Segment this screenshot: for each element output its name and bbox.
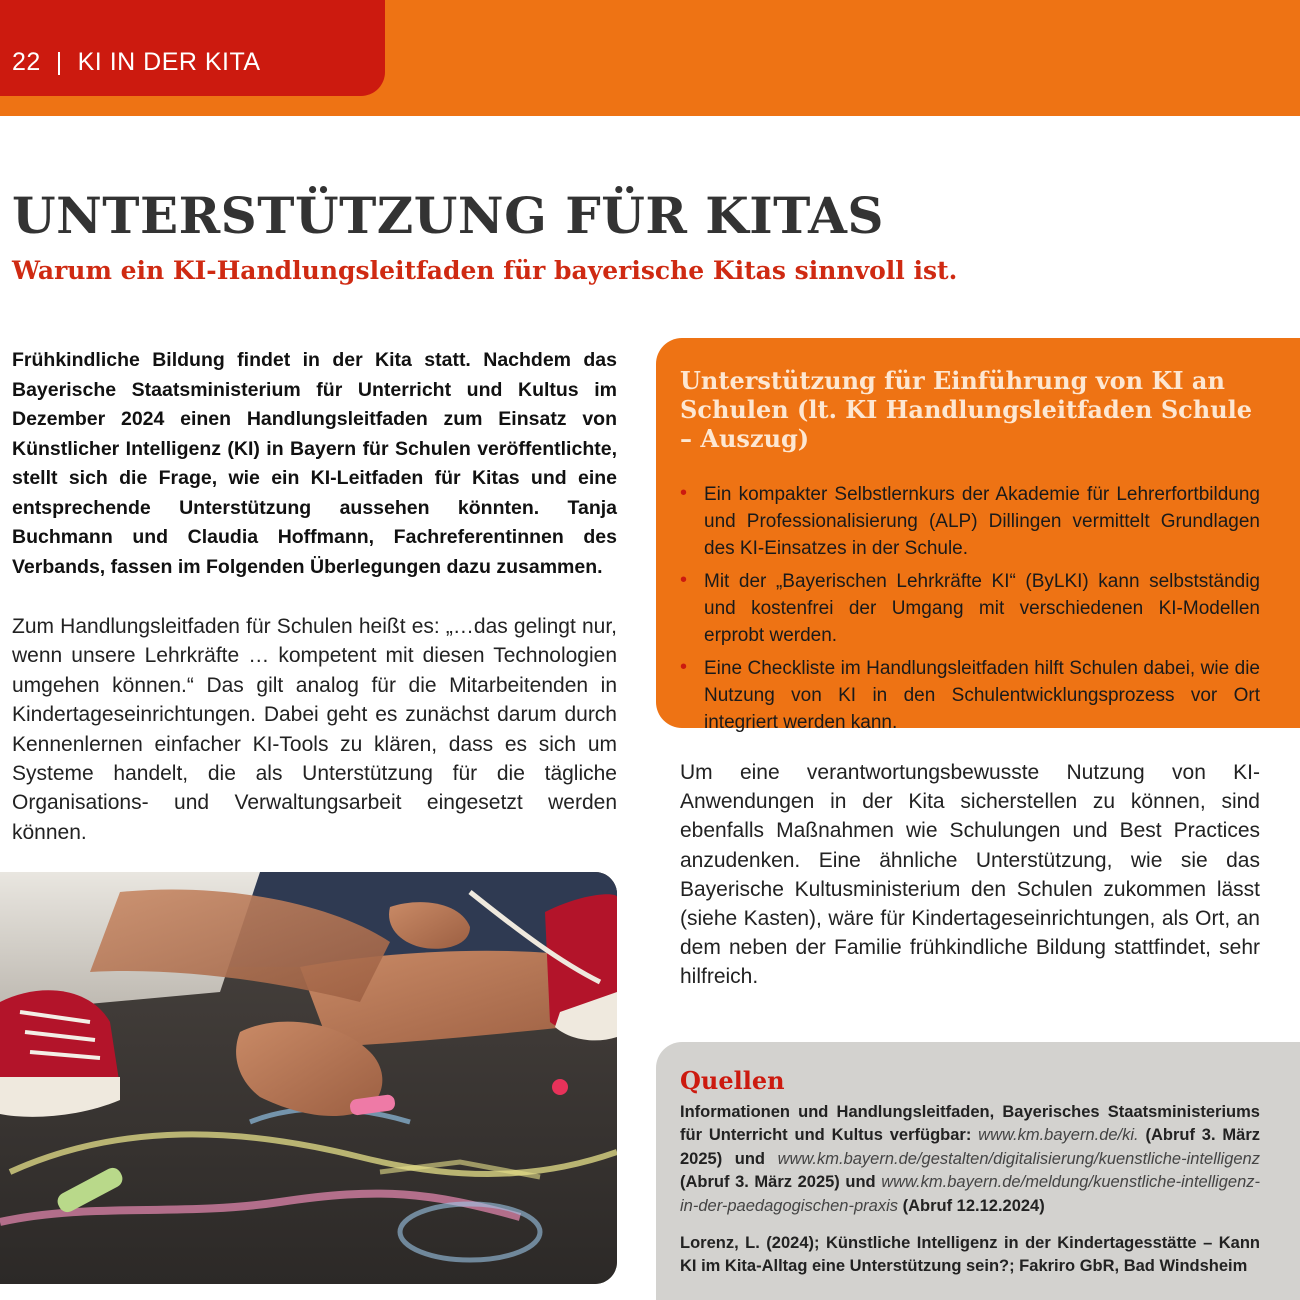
list-item [680,481,1260,562]
page-number: 22 [12,48,41,76]
info-box-list [680,481,1260,736]
bullet-icon: • [680,569,688,591]
source-entry-1 [680,1101,1260,1218]
lead-paragraph: Frühkindliche Bildung findet in der Kita statt. Nachdem das Bayerische Staatsministerium für Unterricht und Kultus im Dezember 2024 einen Handlungsleitfaden zum Einsatz von Künstlicher Intelligenz (KI) in Bayern für Schulen veröffentlichte, stellt sich die Frage, wie ein KI-Leitfaden für Kitas und eine entsprechende Unterstützung aussehen könnten. Tanja Buchmann und Claudia Hoffmann, Fachreferentinnen des Verbands, fassen im Folgenden Überlegungen dazu zusammen. [12,349,617,578]
sources-title: Quellen [680,1066,785,1095]
list-item-text: Eine Checkliste im Handlungsleitfaden hilft Schulen dabei, wie die Nutzung von KI in den Schulentwicklungsprozess vor Ort integriert werden kann. [704,658,1260,733]
source-link-ki[interactable]: www.km.bayern.de/ki. [978,1126,1139,1145]
chalk-photo [0,872,617,1284]
source-link-kuenstliche-intelligenz[interactable]: www.km.bayern.de/gestalten/digitalisierung/kuenstliche-intelligenz [777,1149,1260,1168]
info-box [656,338,1300,733]
info-box-title: Unterstützung für Einführung von KI an Schulen (lt. KI Handlungsleitfaden Schule – Auszug) [680,366,1253,453]
list-item [680,568,1260,649]
source-entry-2: Lorenz, L. (2024); Künstliche Intelligenz in der Kindertagesstätte – Kann KI im Kita-Alltag eine Unterstützung sein?; Fakriro GbR, Bad Windsheim [680,1234,1260,1276]
source-link-paedagogische-praxis[interactable]: www.km.bayern.de/meldung/kuenstliche-intelligenz-in-der-paedagogischen-praxis [680,1173,1260,1215]
page-title: UNTERSTÜTZUNG FÜR KITAS [12,186,884,245]
list-item-text: Mit der „Bayerischen Lehrkräfte KI“ (ByLKI) kann selbstständig und kostenfrei der Umgang mit verschiedenen KI-Modellen erprobt werden. [704,571,1260,646]
section-title: KI IN DER KITA [77,48,261,76]
chalk-photo-illustration [0,872,617,1284]
list-item-text: Ein kompakter Selbstlernkurs der Akademie für Lehrerfortbildung und Professionalisierung (ALP) Dillingen vermittelt Grundlagen des KI-Einsatzes in der Schule. [704,484,1260,559]
page-subtitle: Warum ein KI-Handlungsleitfaden für bayerische Kitas sinnvoll ist. [12,256,958,285]
header-separator: | [55,48,63,76]
bullet-icon: • [680,482,688,504]
body-paragraph-left: Zum Handlungsleitfaden für Schulen heißt es: „…das gelingt nur, wenn unsere Lehrkräfte … kompetent mit diesen Technologien umgehen können.“ Das gilt analog für die Mitarbeitenden in Kindertageseinrichtungen. Dabei geht es zunächst darum durch Kennenlernen einfacher KI-Tools zu klären, dass es sich um Systeme handelt, die als Unterstützung für die tägliche Organisations- und Verwaltungsarbeit eingesetzt werden können. [12,615,617,844]
body-paragraph-right: Um eine verantwortungsbewusste Nutzung von KI-Anwendungen in der Kita sicherstellen zu können, sind ebenfalls Maßnahmen wie Schulungen und Best Practices anzudenken. Eine ähnliche Unterstützung, wie sie das Bayerische Kultusministerium den Schulen zukommen lässt (siehe Kasten), wäre für Kindertageseinrichtungen, als Ort, an dem neben der Familie frühkindliche Bildung stattfindet, sehr hilfreich. [680,761,1260,989]
source-text: (Abruf 3. März 2025) und [680,1173,882,1192]
source-text: (Abruf 3. März 2025) und [680,1126,1260,1168]
source-text: Informationen und Handlungsleitfaden, Bayerisches Staatsministeriums für Unterricht und Kultus verfügbar: [680,1103,1260,1145]
sources-box [656,1042,1300,1300]
running-header [12,48,261,77]
list-item [680,655,1260,736]
source-text: (Abruf 12.12.2024) [898,1196,1045,1215]
bullet-icon: • [680,656,688,678]
